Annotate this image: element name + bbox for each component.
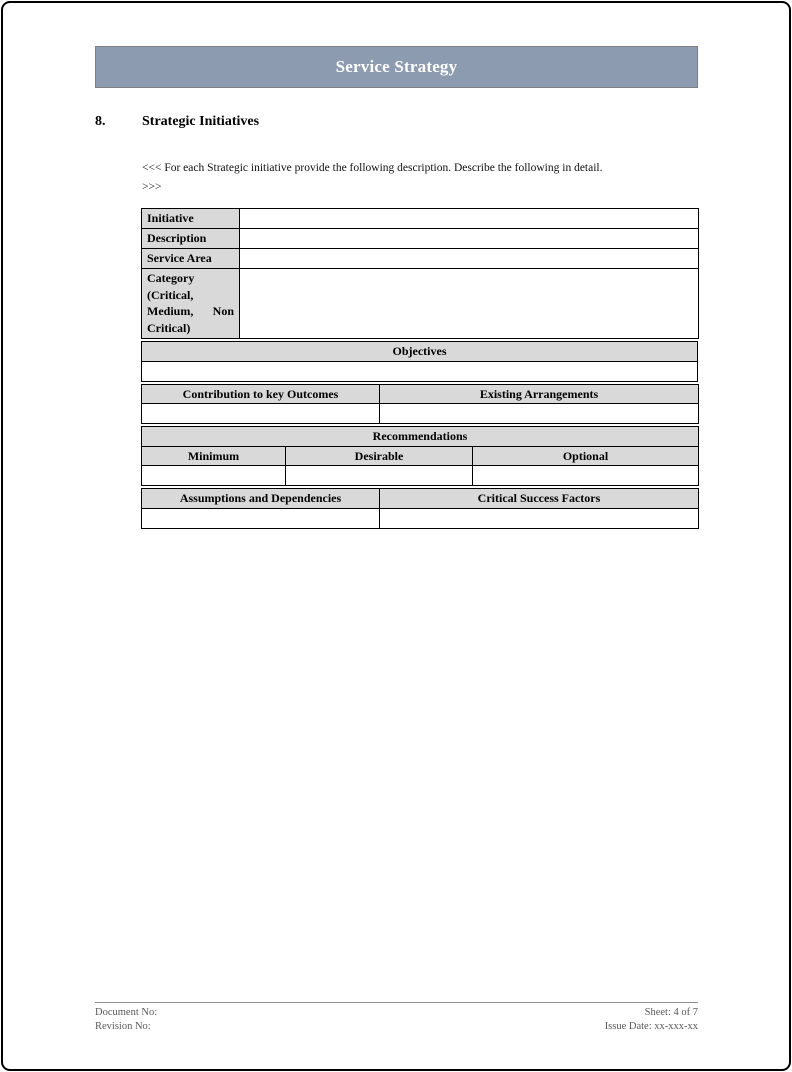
footer-sheet-number: Sheet: 4 of 7 [644,1007,698,1018]
section-number: 8. [95,114,106,129]
table-row [142,489,699,509]
table-row [142,446,699,466]
assumptions-and-dependencies-header: Assumptions and Dependencies [142,489,380,509]
initiative-details-table [141,208,699,339]
critical-success-factors-header: Critical Success Factors [380,489,699,509]
minimum-input-cell[interactable] [142,466,286,486]
category-input-cell[interactable] [240,269,699,339]
table-row [142,404,699,424]
objectives-header: Objectives [142,342,698,362]
optional-header: Optional [473,446,699,466]
contribution-to-key-outcomes-input-cell[interactable] [142,404,380,424]
objectives-input-cell[interactable] [142,361,698,381]
existing-arrangements-header: Existing Arrangements [380,384,699,404]
section-title: Strategic Initiatives [142,114,260,129]
table-row [142,384,699,404]
assumptions-table [141,488,699,529]
outcomes-table [141,384,699,425]
footer-revision-no: Revision No: [95,1021,151,1032]
instruction-text [142,159,699,197]
recommendations-table [141,426,699,486]
table-row [142,249,699,269]
table-row [142,342,698,362]
table-row [142,427,699,447]
minimum-header: Minimum [142,446,286,466]
desirable-header: Desirable [286,446,473,466]
table-row [142,229,699,249]
section-heading [95,114,698,130]
table-row [142,508,699,528]
service-area-label: Service Area [142,249,240,269]
initiative-label: Initiative [142,209,240,229]
table-row [142,361,698,381]
page-footer [95,1002,698,1034]
table-row [142,209,699,229]
service-area-input-cell[interactable] [240,249,699,269]
footer-issue-date: Issue Date: xx-xxx-xx [604,1021,698,1032]
footer-document-no: Document No: [95,1007,158,1018]
strategic-initiative-form [141,208,698,529]
category-label: Category (Critical, Medium, Non Critical) [142,269,240,339]
instruction-line-2: >>> [142,181,162,193]
instruction-line-1: <<< For each Strategic initiative provide the following description. Describe the following in detail. [142,162,603,174]
description-label: Description [142,229,240,249]
table-row [142,466,699,486]
document-title: Service Strategy [335,57,458,76]
assumptions-and-dependencies-input-cell[interactable] [142,508,380,528]
description-input-cell[interactable] [240,229,699,249]
critical-success-factors-input-cell[interactable] [380,508,699,528]
contribution-to-key-outcomes-header: Contribution to key Outcomes [142,384,380,404]
existing-arrangements-input-cell[interactable] [380,404,699,424]
initiative-input-cell[interactable] [240,209,699,229]
desirable-input-cell[interactable] [286,466,473,486]
table-row [142,269,699,339]
objectives-table [141,341,698,382]
optional-input-cell[interactable] [473,466,699,486]
recommendations-header: Recommendations [142,427,699,447]
document-title-banner [95,46,698,88]
